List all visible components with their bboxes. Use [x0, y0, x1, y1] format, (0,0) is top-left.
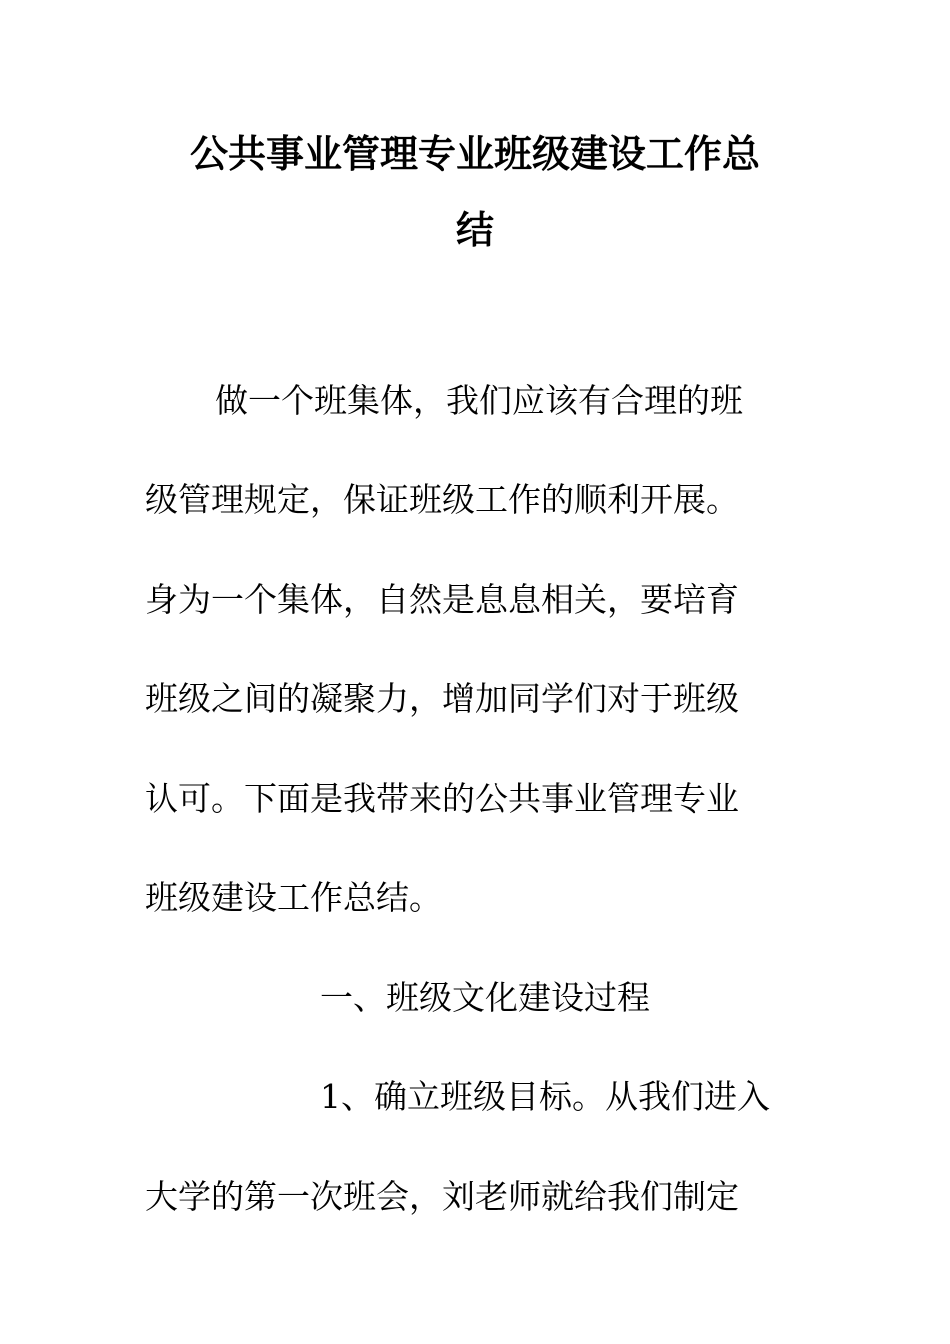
paragraph-line: 大学的第一次班会，刘老师就给我们制定 [145, 1177, 739, 1216]
paragraph-line: 班级之间的凝聚力，增加同学们对于班级 [145, 679, 739, 718]
paragraph-line: 1、确立班级目标。从我们进入 [320, 1077, 770, 1116]
paragraph-line: 级管理规定，保证班级工作的顺利开展。 [145, 480, 739, 519]
paragraph-line: 班级建设工作总结。 [145, 878, 442, 917]
document-title [145, 116, 805, 268]
paragraph-line: 做一个班集体，我们应该有合理的班 [215, 381, 743, 420]
section-heading: 一、班级文化建设过程 [320, 978, 650, 1017]
paragraph-line: 认可。下面是我带来的公共事业管理专业 [145, 779, 739, 818]
title-line-2: 结 [455, 208, 494, 252]
title-line-1: 公共事业管理专业班级建设工作总 [189, 132, 760, 176]
paragraph-line: 身为一个集体，自然是息息相关，要培育 [145, 580, 739, 619]
